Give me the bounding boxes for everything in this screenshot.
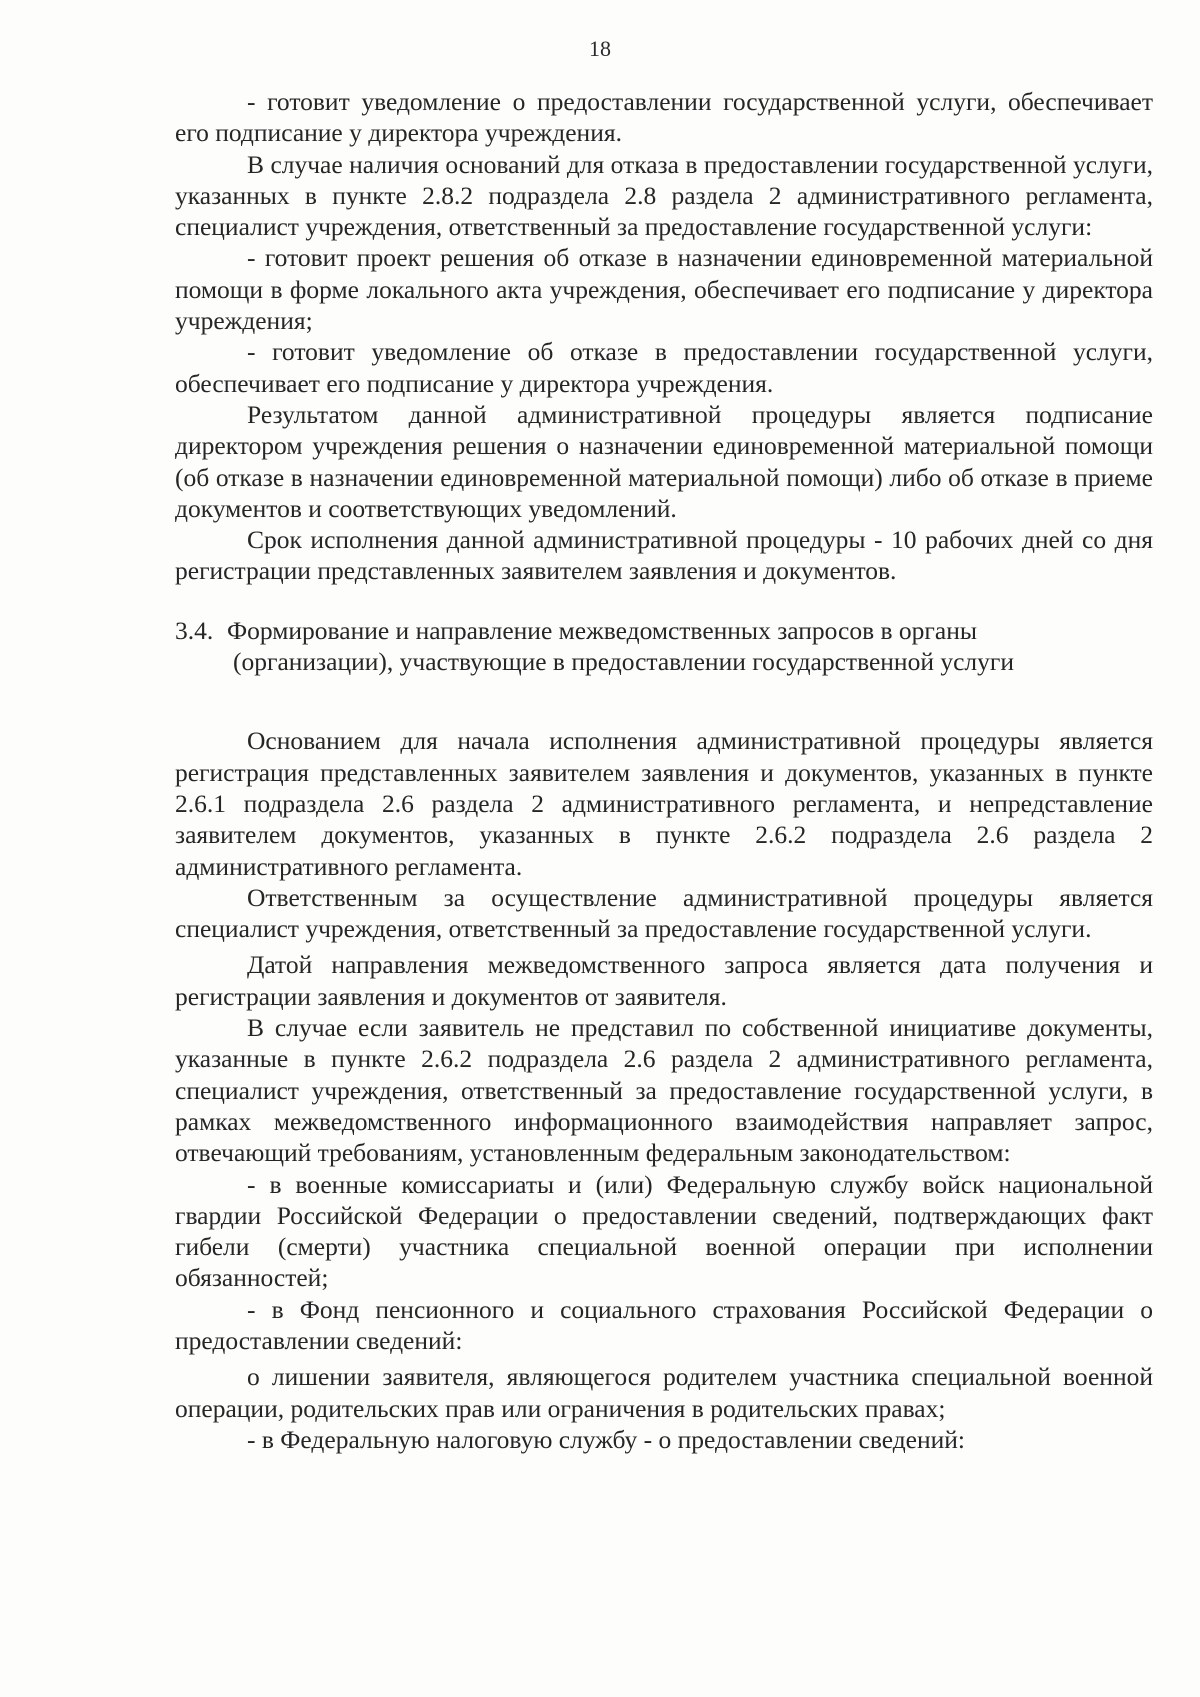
paragraph: Датой направления межведомственного запроса является дата получения и регистрации заявления и документов от заявителя. <box>175 950 1153 1011</box>
document-body <box>175 86 1153 1455</box>
paragraph: Основанием для начала исполнения административной процедуры является регистрация представленных заявителем заявления и документов, указанных в пункте 2.6.1 подраздела 2.6 раздела 2 административного регламента, и непредставление заявителем документов, указанных в пункте 2.6.2 подраздела 2.6 раздела 2 административного регламента. <box>175 726 1153 881</box>
paragraph: - готовит уведомление о предоставлении государственной услуги, обеспечивает его подписание у директора учреждения. <box>175 87 1153 148</box>
list-item: - в Фонд пенсионного и социального страхования Российской Федерации о предоставлении сведений: <box>175 1294 1153 1355</box>
list-item: - в военные комиссариаты и (или) Федеральную службу войск национальной гвардии Российской Федерации о предоставлении сведений, подтверждающих факт гибели (смерти) участника специальной военной операции при исполнении обязанностей; <box>175 1169 1153 1293</box>
list-item: о лишении заявителя, являющегося родителем участника специальной военной операции, родительских прав или ограничения в родительских правах; <box>175 1362 1153 1423</box>
paragraph: Результатом данной административной процедуры является подписание директором учреждения решения о назначении единовременной материальной помощи (об отказе в назначении единовременной материальной помощи) либо об отказе в приеме документов и соответствующих уведомлений. <box>175 399 1153 523</box>
paragraph: - готовит проект решения об отказе в назначении единовременной материальной помощи в форме локального акта учреждения, обеспечивает его подписание у директора учреждения; <box>175 243 1153 336</box>
section-title: Формирование и направление межведомственных запросов в органы (организации), участвующие в предоставлении государственной услуги <box>227 615 1014 677</box>
paragraph: Ответственным за осуществление административной процедуры является специалист учреждения, ответственный за предоставление государственной услуги. <box>175 882 1153 944</box>
section-number: 3.4. <box>175 615 214 645</box>
page-number: 18 <box>589 36 611 61</box>
paragraph: Срок исполнения данной административной процедуры - 10 рабочих дней со дня регистрации представленных заявителем заявления и документов. <box>175 525 1153 586</box>
paragraph: В случае если заявитель не представил по собственной инициативе документы, указанные в пункте 2.6.2 подраздела 2.6 раздела 2 административного регламента, специалист учреждения, ответственный за предоставление государственной услуги, в рамках межведомственного информационного взаимодействия направляет запрос, отвечающий требованиям, установленным федеральным законодательством: <box>175 1013 1153 1168</box>
list-item: - в Федеральную налоговую службу - о предоставлении сведений: <box>247 1424 966 1454</box>
section-heading <box>175 615 1153 678</box>
paragraph: В случае наличия оснований для отказа в предоставлении государственной услуги, указанных в пункте 2.8.2 подраздела 2.8 раздела 2 административного регламента, специалист учреждения, ответственный за предоставление государственной услуги: <box>175 149 1153 242</box>
paragraph: - готовит уведомление об отказе в предоставлении государственной услуги, обеспечивает его подписание у директора учреждения. <box>175 337 1153 398</box>
